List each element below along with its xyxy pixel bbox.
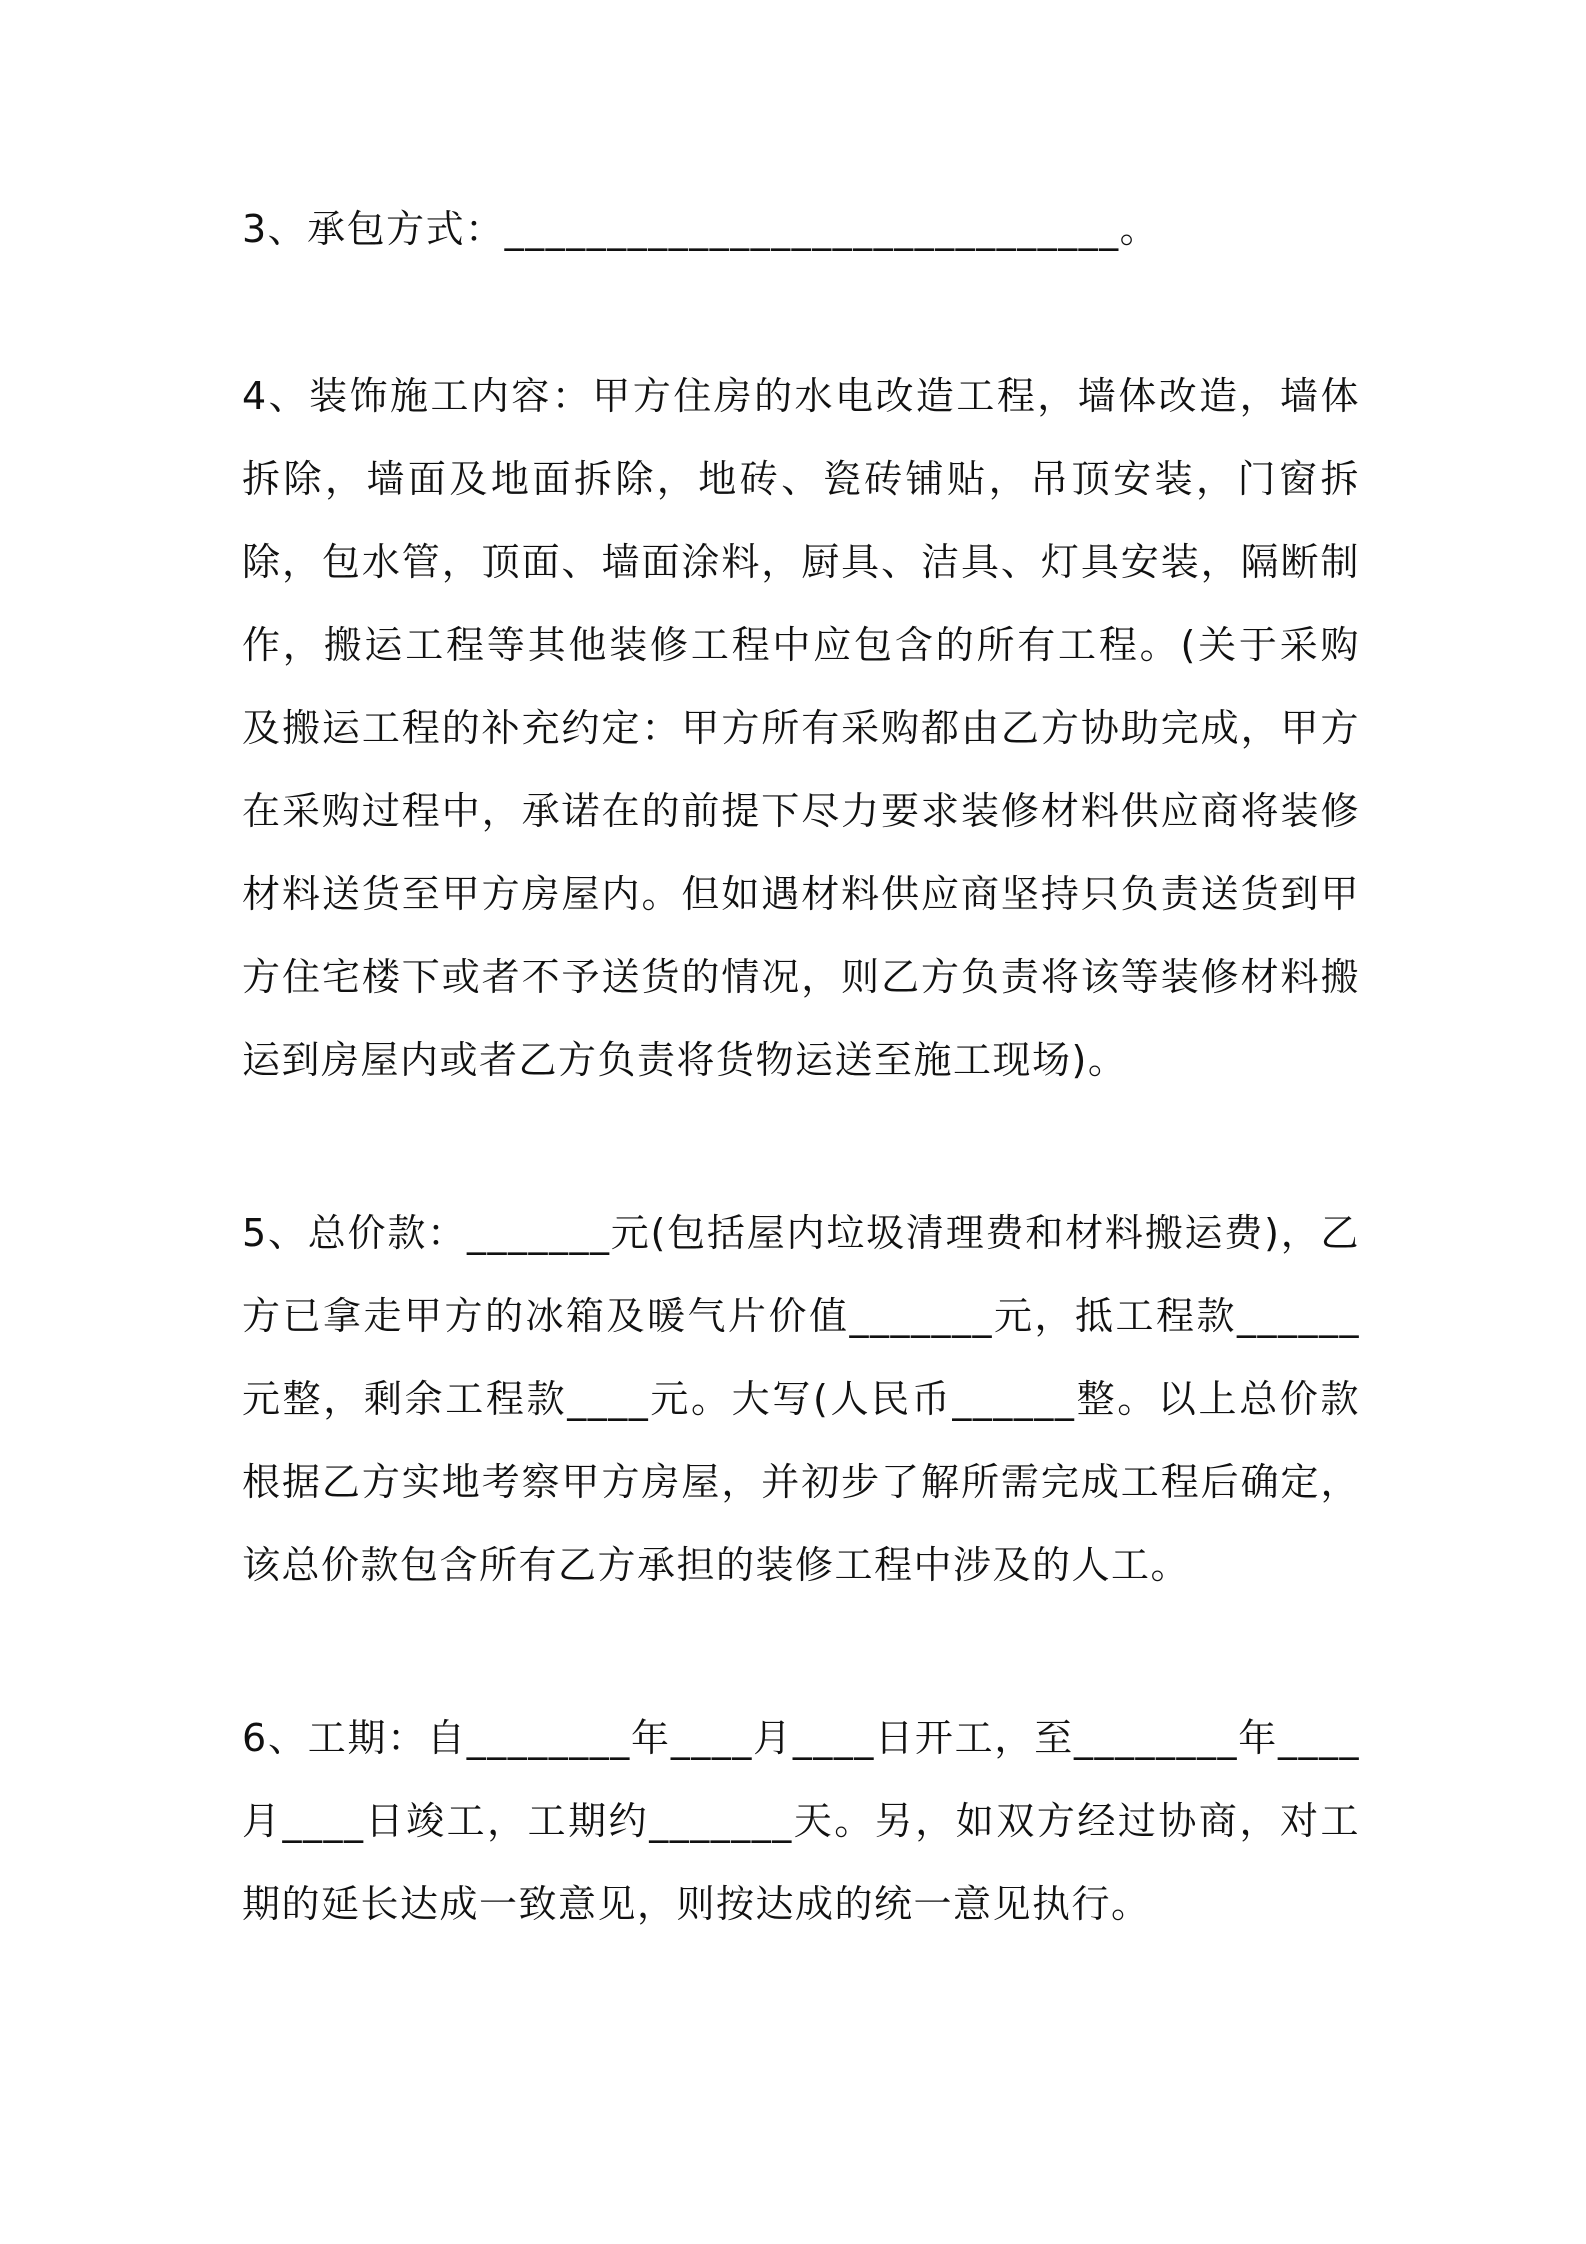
clause-5-total-price: 5、总价款：_______元(包括屋内垃圾清理费和材料搬运费)，乙方已拿走甲方的冰箱及暖气片价值_______元，抵工程款______元整，剩余工程款____元。大写(人民币______整。以上总价款根据乙方实地考察甲方房屋，并初步了解所需完成工程后确定，该总价款包含所有乙方承担的装修工程中涉及的人工。 bbox=[242, 1211, 1360, 1587]
clause-3-contract-method: 3、承包方式：______________________________。 bbox=[242, 207, 1160, 251]
clause-4-construction-content: 4、装饰施工内容：甲方住房的水电改造工程，墙体改造，墙体拆除，墙面及地面拆除，地砖、瓷砖铺贴，吊顶安装，门窗拆除，包水管，顶面、墙面涂料，厨具、洁具、灯具安装，隔断制作，搬运工程等其他装修工程中应包含的所有工程。(关于采购及搬运工程的补充约定：甲方所有采购都由乙方协助完成，甲方在采购过程中，承诺在的前提下尽力要求装修材料供应商将装修材料送货至甲方房屋内。但如遇材料供应商坚持只负责送货到甲方住宅楼下或者不予送货的情况，则乙方负责将该等装修材料搬运到房屋内或者乙方负责将货物运送至施工现场)。 bbox=[242, 374, 1360, 1082]
clause-6-construction-period: 6、工期：自________年____月____日开工，至________年____月____日竣工，工期约_______天。另，如双方经过协商，对工期的延长达成一致意见，则按达成的统一意见执行。 bbox=[242, 1716, 1360, 1926]
